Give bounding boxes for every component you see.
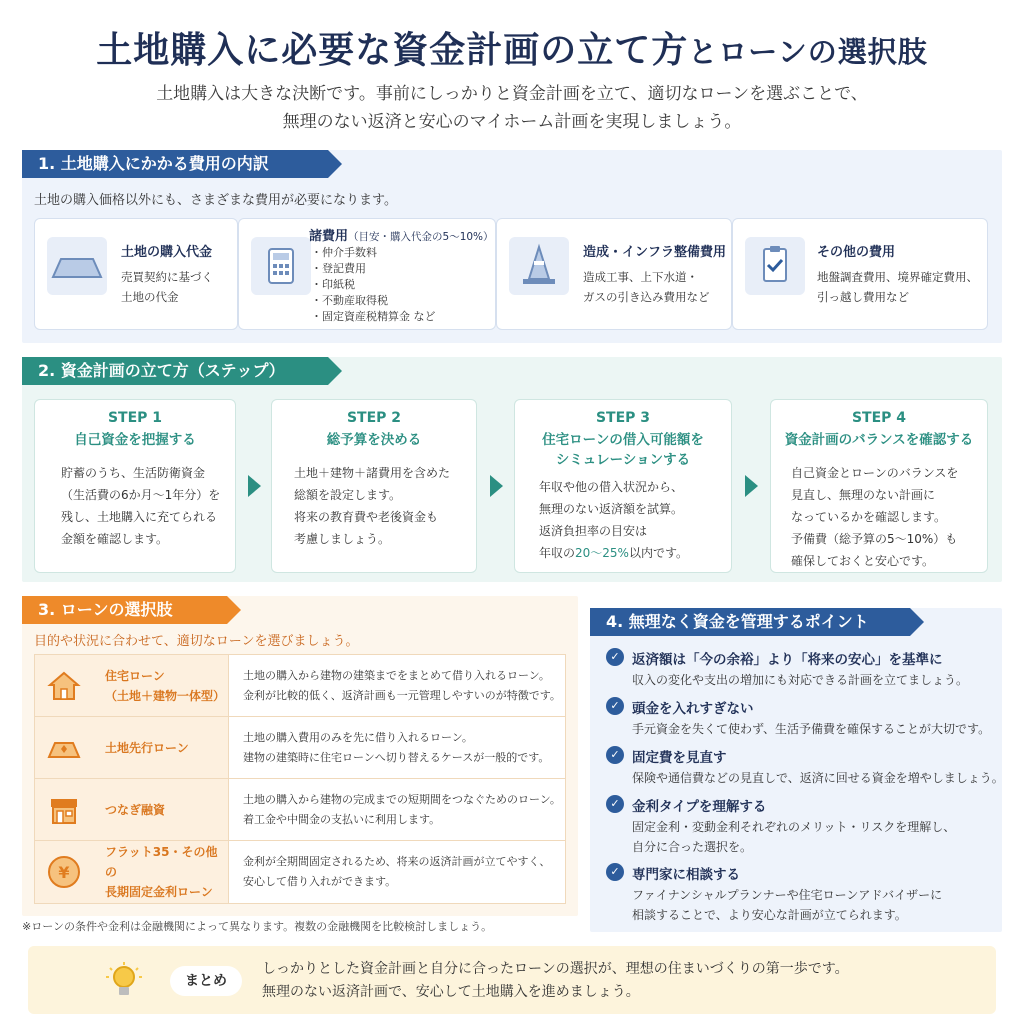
check-icon: ✓ [606, 795, 624, 813]
step-desc-line: 自己資金とローンのバランスを [791, 466, 959, 480]
point-title: 固定費を見直す [632, 750, 727, 766]
step-desc [539, 476, 731, 564]
land-plot-icon [47, 731, 81, 765]
cost-title-note: （目安・購入代金の5〜10%） [348, 231, 494, 243]
step-desc-line: 予備費（総予算の5〜10%）も [791, 532, 958, 546]
table-row [35, 717, 565, 779]
check-icon: ✓ [606, 697, 624, 715]
step-desc-line: 残し、土地購入に充てられる [61, 510, 218, 524]
list-item: ・登記費用 [311, 262, 366, 275]
loan-note: ※ローンの条件や金利は金融機関によって異なります。複数の金融機関を比較検討しましょう。 [22, 920, 493, 933]
page-title-tail: とローンの選択肢 [688, 35, 928, 69]
step-arrow-icon [490, 475, 503, 497]
step-card [271, 399, 477, 573]
traffic-cone-icon [509, 237, 569, 295]
step-desc-line: 将来の教育費や老後資金も [294, 510, 439, 524]
step-desc-line: 土地＋建物＋諸費用を含めた [294, 466, 451, 480]
step-desc-line: 金額を確認します。 [61, 532, 169, 546]
loan-options-section [22, 596, 578, 916]
loan-name-line: 住宅ローン [105, 669, 165, 683]
loan-name-line: フラット35・その他の [105, 845, 218, 879]
loan-label-cell [35, 779, 229, 840]
section-heading: 4. 無理なく資金を管理するポイント [590, 608, 910, 636]
section-heading: 1. 土地購入にかかる費用の内訳 [22, 150, 328, 178]
point-desc-line: ファイナンシャルプランナーや住宅ローンアドバイザーに [632, 888, 943, 902]
cost-list [311, 245, 436, 325]
step-desc-line: 確保しておくと安心です。 [791, 554, 935, 568]
point-desc-line: 固定金利・変動金利それぞれのメリット・リスクを理解し、 [632, 820, 956, 834]
loan-name [105, 655, 229, 717]
summary-text [262, 958, 849, 1004]
point-desc-line: 保険や通信費などの見直しで、返済に回せる資金を増やしましょう。 [632, 771, 1004, 785]
loan-desc-line: 建物の建築時に住宅ローンへ切り替えるケースが一般的です。 [243, 751, 550, 764]
table-row [35, 779, 565, 841]
page-title-main: 土地購入に必要な資金計画の立て方 [96, 29, 689, 71]
point-desc [632, 670, 1004, 690]
step-desc-line: 無理のない返済額を試算。 [539, 502, 684, 516]
loan-name: 土地先行ローン [105, 741, 189, 755]
loan-desc-line: 土地の購入費用のみを先に借り入れるローン。 [243, 731, 473, 744]
cost-breakdown-section [22, 150, 1002, 343]
point-desc-line: 相談することで、より安心な計画が立てられます。 [632, 908, 907, 922]
cost-title-text: 諸費用 [309, 229, 349, 244]
summary-line: 無理のない返済計画で、安心して土地購入を進めましょう。 [262, 984, 640, 1000]
list-item: ・不動産取得税 [311, 294, 388, 307]
cost-desc-line: 売買契約に基づく [121, 270, 213, 284]
cost-desc [121, 267, 213, 307]
loan-desc [243, 790, 563, 830]
planning-steps-section [22, 357, 1002, 582]
step-arrow-icon [745, 475, 758, 497]
loan-name [105, 841, 229, 903]
loan-desc-line: 安心して借り入れができます。 [243, 875, 397, 888]
step-card [770, 399, 988, 573]
step-title: 資金計画のバランスを確認する [784, 432, 974, 448]
point-title: 頭金を入れすぎない [632, 701, 754, 717]
cost-title [309, 225, 494, 244]
calculator-icon [251, 237, 311, 295]
step-title-line: シミュレーションする [555, 452, 691, 468]
point-title: 金利タイプを理解する [632, 799, 767, 815]
page-title [0, 22, 1024, 73]
step-card [514, 399, 732, 573]
step-desc-line: なっているかを確認します。 [791, 510, 947, 524]
loan-name: つなぎ融資 [105, 803, 166, 817]
section-heading: 2. 資金計画の立て方（ステップ） [22, 357, 328, 385]
loan-label-cell [35, 717, 229, 778]
check-icon: ✓ [606, 863, 624, 881]
cost-card [34, 218, 238, 330]
step-desc-line: 見直し、無理のない計画に [791, 488, 936, 502]
point-title: 返済額は「今の余裕」より「将来の安心」を基準に [632, 652, 943, 668]
summary-line: しっかりとした資金計画と自分に合ったローンの選択が、理想の住まいづくりの第一歩です。 [262, 961, 849, 977]
step-title: 自己資金を把握する [74, 432, 196, 448]
step-desc-text: 以内です。 [628, 546, 689, 560]
loan-desc-line: 金利が比較的低く、返済計画も一元管理しやすいのが特徴です。 [243, 689, 561, 702]
step-desc [61, 462, 235, 550]
clipboard-check-icon [745, 237, 805, 295]
cost-card [238, 218, 496, 330]
list-item: ・印紙税 [311, 278, 355, 291]
list-item: ・固定資産税精算金 など [311, 310, 436, 323]
cost-title: その他の費用 [817, 245, 896, 260]
step-desc [294, 462, 476, 550]
step-card [34, 399, 236, 573]
step-number: STEP 3 [595, 410, 651, 426]
table-row [35, 655, 565, 717]
loan-desc [243, 728, 563, 768]
lightbulb-icon [106, 962, 142, 1002]
loan-desc [243, 666, 563, 706]
step-number: STEP 4 [851, 410, 907, 426]
step-desc-line: （生活費の6か月〜1年分）を [61, 488, 221, 502]
shop-icon [47, 793, 81, 827]
cost-desc-line: 造成工事、上下水道・ [583, 270, 698, 284]
step-desc-line: 返済負担率の目安は [539, 524, 648, 538]
land-icon [47, 237, 107, 295]
cost-title: 土地の購入代金 [121, 245, 213, 260]
cost-desc [583, 267, 710, 307]
cost-desc [817, 267, 978, 307]
cost-desc-line: 地盤調査費用、境界確定費用、 [817, 270, 978, 284]
page-subtitle [0, 80, 1024, 136]
step-desc-line: 考慮しましょう。 [294, 532, 391, 546]
section-heading: 3. ローンの選択肢 [22, 596, 227, 624]
check-icon: ✓ [606, 648, 624, 666]
check-icon: ✓ [606, 746, 624, 764]
loan-table [34, 654, 566, 904]
step-desc-line [539, 542, 731, 564]
step-desc-line: 年収や他の借入状況から、 [539, 480, 684, 494]
money-management-section [590, 608, 1002, 932]
step-desc-text: 年収の [539, 546, 576, 560]
step-desc-line: 貯蓄のうち、生活防衛資金 [61, 466, 206, 480]
step-arrow-icon [248, 475, 261, 497]
summary-badge: まとめ [170, 966, 242, 996]
step-desc-line: 総額を設定します。 [294, 488, 402, 502]
summary-box [28, 946, 996, 1014]
loan-name-line: （土地＋建物一体型） [105, 689, 226, 703]
section-intro: 目的や状況に合わせて、適切なローンを選びましょう。 [34, 634, 359, 649]
loan-desc-line: 金利が全期間固定されるため、将来の返済計画が立てやすく、 [243, 855, 551, 868]
cost-desc-line: 引っ越し費用など [817, 290, 909, 304]
subtitle-line: 無理のない返済と安心のマイホーム計画を実現しましょう。 [282, 112, 742, 132]
step-desc-highlight: 20〜25% [575, 546, 629, 560]
step-number: STEP 2 [346, 410, 402, 426]
subtitle-line: 土地購入は大きな決断です。事前にしっかりと資金計画を立て、適切なローンを選ぶことで、 [156, 84, 868, 104]
loan-label-cell [35, 655, 229, 716]
cost-title: 造成・インフラ整備費用 [583, 245, 727, 260]
point-desc [632, 885, 1004, 925]
step-title [515, 430, 731, 470]
point-desc [632, 768, 1004, 788]
step-title: 総予算を決める [326, 432, 422, 448]
loan-desc-line: 土地の購入から建物の建築までをまとめて借り入れるローン。 [243, 669, 550, 682]
step-number: STEP 1 [107, 410, 163, 426]
yen-coin-icon [47, 855, 81, 889]
loan-label-cell [35, 841, 229, 903]
table-row [35, 841, 565, 903]
loan-desc-line: 土地の購入から建物の完成までの短期間をつなぐためのローン。 [243, 793, 561, 806]
section-intro: 土地の購入価格以外にも、さまざまな費用が必要になります。 [34, 193, 397, 208]
svg-text:¥: ¥ [58, 863, 70, 882]
point-desc [632, 719, 1004, 739]
list-item: ・仲介手数料 [311, 246, 377, 259]
step-desc [791, 462, 987, 572]
point-desc-line: 収入の変化や支出の増加にも対応できる計画を立てましょう。 [632, 673, 969, 687]
loan-desc [243, 852, 563, 892]
house-icon [47, 669, 81, 703]
loan-desc-line: 着工金や中間金の支払いに利用します。 [243, 813, 441, 826]
cost-desc-line: ガスの引き込み費用など [583, 290, 710, 304]
step-title-line: 住宅ローンの借入可能額を [542, 432, 704, 448]
cost-desc-line: 土地の代金 [121, 290, 179, 304]
point-desc-line: 手元資金を失くて使わず、生活予備費を確保することが大切です。 [632, 722, 991, 736]
point-desc-line: 自分に合った選択を。 [632, 840, 753, 854]
loan-name-line: 長期固定金利ローン [105, 885, 213, 899]
cost-card [496, 218, 732, 330]
cost-card [732, 218, 988, 330]
point-desc [632, 817, 1004, 857]
point-title: 専門家に相談する [632, 867, 740, 883]
